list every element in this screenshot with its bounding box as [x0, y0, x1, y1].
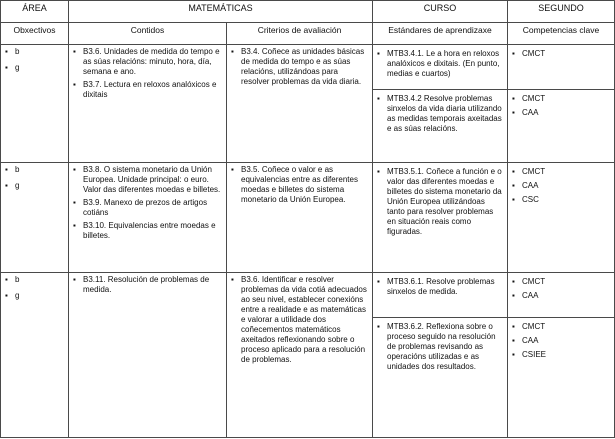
objective-item: ▪ b [5, 47, 64, 57]
content-item: ▪ B3.9. Manexo de prezos de artigos cotiáns [73, 198, 222, 218]
criteria-cell [227, 273, 373, 438]
header-row [1, 1, 615, 23]
competence-group [508, 273, 614, 317]
criterion-item: ▪ B3.5. Coñece o valor e as equivalencias entre as diferentes moedas e billetes do sistema monetario da Unión Europea. [231, 165, 368, 205]
competence-item: ▪ CAA [512, 181, 610, 191]
competences-cell [508, 163, 615, 273]
content-item: ▪ B3.10. Equivalencias entre moedas e billetes. [73, 221, 222, 241]
competence-item: ▪ CMCT [512, 49, 610, 59]
standard-group [373, 163, 507, 244]
objectives-column-header: Obxectivos [1, 23, 69, 45]
contents-cell [69, 273, 227, 438]
competence-item: ▪ CSC [512, 195, 610, 205]
subject-header: MATEMÁTICAS [69, 1, 373, 23]
objective-item: ▪ b [5, 165, 64, 175]
content-item: ▪ B3.11. Resolución de problemas de medida. [73, 275, 222, 295]
objective-item: ▪ g [5, 291, 64, 301]
competences-cell [508, 45, 615, 163]
competence-item: ▪ CMCT [512, 167, 610, 177]
competence-item: ▪ CMCT [512, 277, 610, 287]
contents-cell [69, 45, 227, 163]
contents-cell [69, 163, 227, 273]
competences-cell [508, 273, 615, 438]
contents-column-header: Contidos [69, 23, 227, 45]
standard-group [373, 89, 507, 141]
standard-item: ▪ MTB3.4.1. Le a hora en reloxos analóxicos e dixitais. (En punto, medias e cuartos) [377, 49, 503, 79]
course-value-header: SEGUNDO [508, 1, 615, 23]
objective-item: ▪ b [5, 275, 64, 285]
column-header-row [1, 23, 615, 45]
competence-item: ▪ CMCT [512, 322, 610, 332]
objective-item: ▪ g [5, 63, 64, 73]
standard-group [373, 317, 507, 379]
criteria-cell [227, 163, 373, 273]
competence-group [508, 317, 614, 368]
standards-column-header: Estándares de aprendizaxe [373, 23, 508, 45]
competence-group [508, 89, 614, 126]
competence-item: ▪ CAA [512, 108, 610, 118]
objectives-cell [1, 45, 69, 163]
competence-group [508, 45, 614, 89]
competence-item: ▪ CAA [512, 336, 610, 346]
competence-item: ▪ CMCT [512, 94, 610, 104]
standard-group [373, 45, 507, 89]
objectives-cell [1, 163, 69, 273]
standards-cell [373, 273, 508, 438]
competence-item: ▪ CSIEE [512, 350, 610, 360]
content-item: ▪ B3.8. O sistema monetario da Unión Europea. Unidade principal: o euro. Valor das diferentes moedas e billetes. [73, 165, 222, 195]
content-item: ▪ B3.6. Unidades de medida do tempo e as súas relacións: minuto, hora, día, semana e ano. [73, 47, 222, 77]
criterion-item: ▪ B3.6. Identificar e resolver problemas da vida cotiá adecuados ao seu nivel, establecer conexións entre a realidade e as matemáticas e valorar a utilidade dos coñecementos matemáticos axeitados reflexionando sobre o proceso aplicado para a resolución de problemas. [231, 275, 368, 365]
content-item: ▪ B3.7. Lectura en reloxos analóxicos e dixitais [73, 80, 222, 100]
competence-group [508, 163, 614, 213]
table-row [1, 45, 615, 163]
objective-item: ▪ g [5, 181, 64, 191]
criteria-column-header: Criterios de avaliación [227, 23, 373, 45]
area-header: ÁREA [1, 1, 69, 23]
competences-column-header: Competencias clave [508, 23, 615, 45]
standard-item: ▪ MTB3.6.1. Resolve problemas sinxelos de medida. [377, 277, 503, 297]
table-row [1, 163, 615, 273]
competence-item: ▪ CAA [512, 291, 610, 301]
course-label-header: CURSO [373, 1, 508, 23]
criteria-cell [227, 45, 373, 163]
standards-cell [373, 163, 508, 273]
standard-item: ▪ MTB3.5.1. Coñece a función e o valor das diferentes moedas e billetes do sistema monetario da Unión Europea utilizándoas tanto para resolver problemas en situación reais como figuradas. [377, 167, 503, 237]
objectives-cell [1, 273, 69, 438]
standard-group [373, 273, 507, 317]
criterion-item: ▪ B3.4. Coñece as unidades básicas de medida do tempo e as súas relacións, utilizándoas para resolver problemas da vida diaria. [231, 47, 368, 87]
table-row [1, 273, 615, 438]
standard-item: ▪ MTB3.4.2 Resolve problemas sinxelos da vida diaria utilizando as medidas temporais axeitadas e as súas relacións. [377, 94, 503, 134]
standard-item: ▪ MTB3.6.2. Reflexiona sobre o proceso seguido na resolución de problemas revisando as operacións utilizadas e as unidades dos resultados. [377, 322, 503, 372]
standards-cell [373, 45, 508, 163]
